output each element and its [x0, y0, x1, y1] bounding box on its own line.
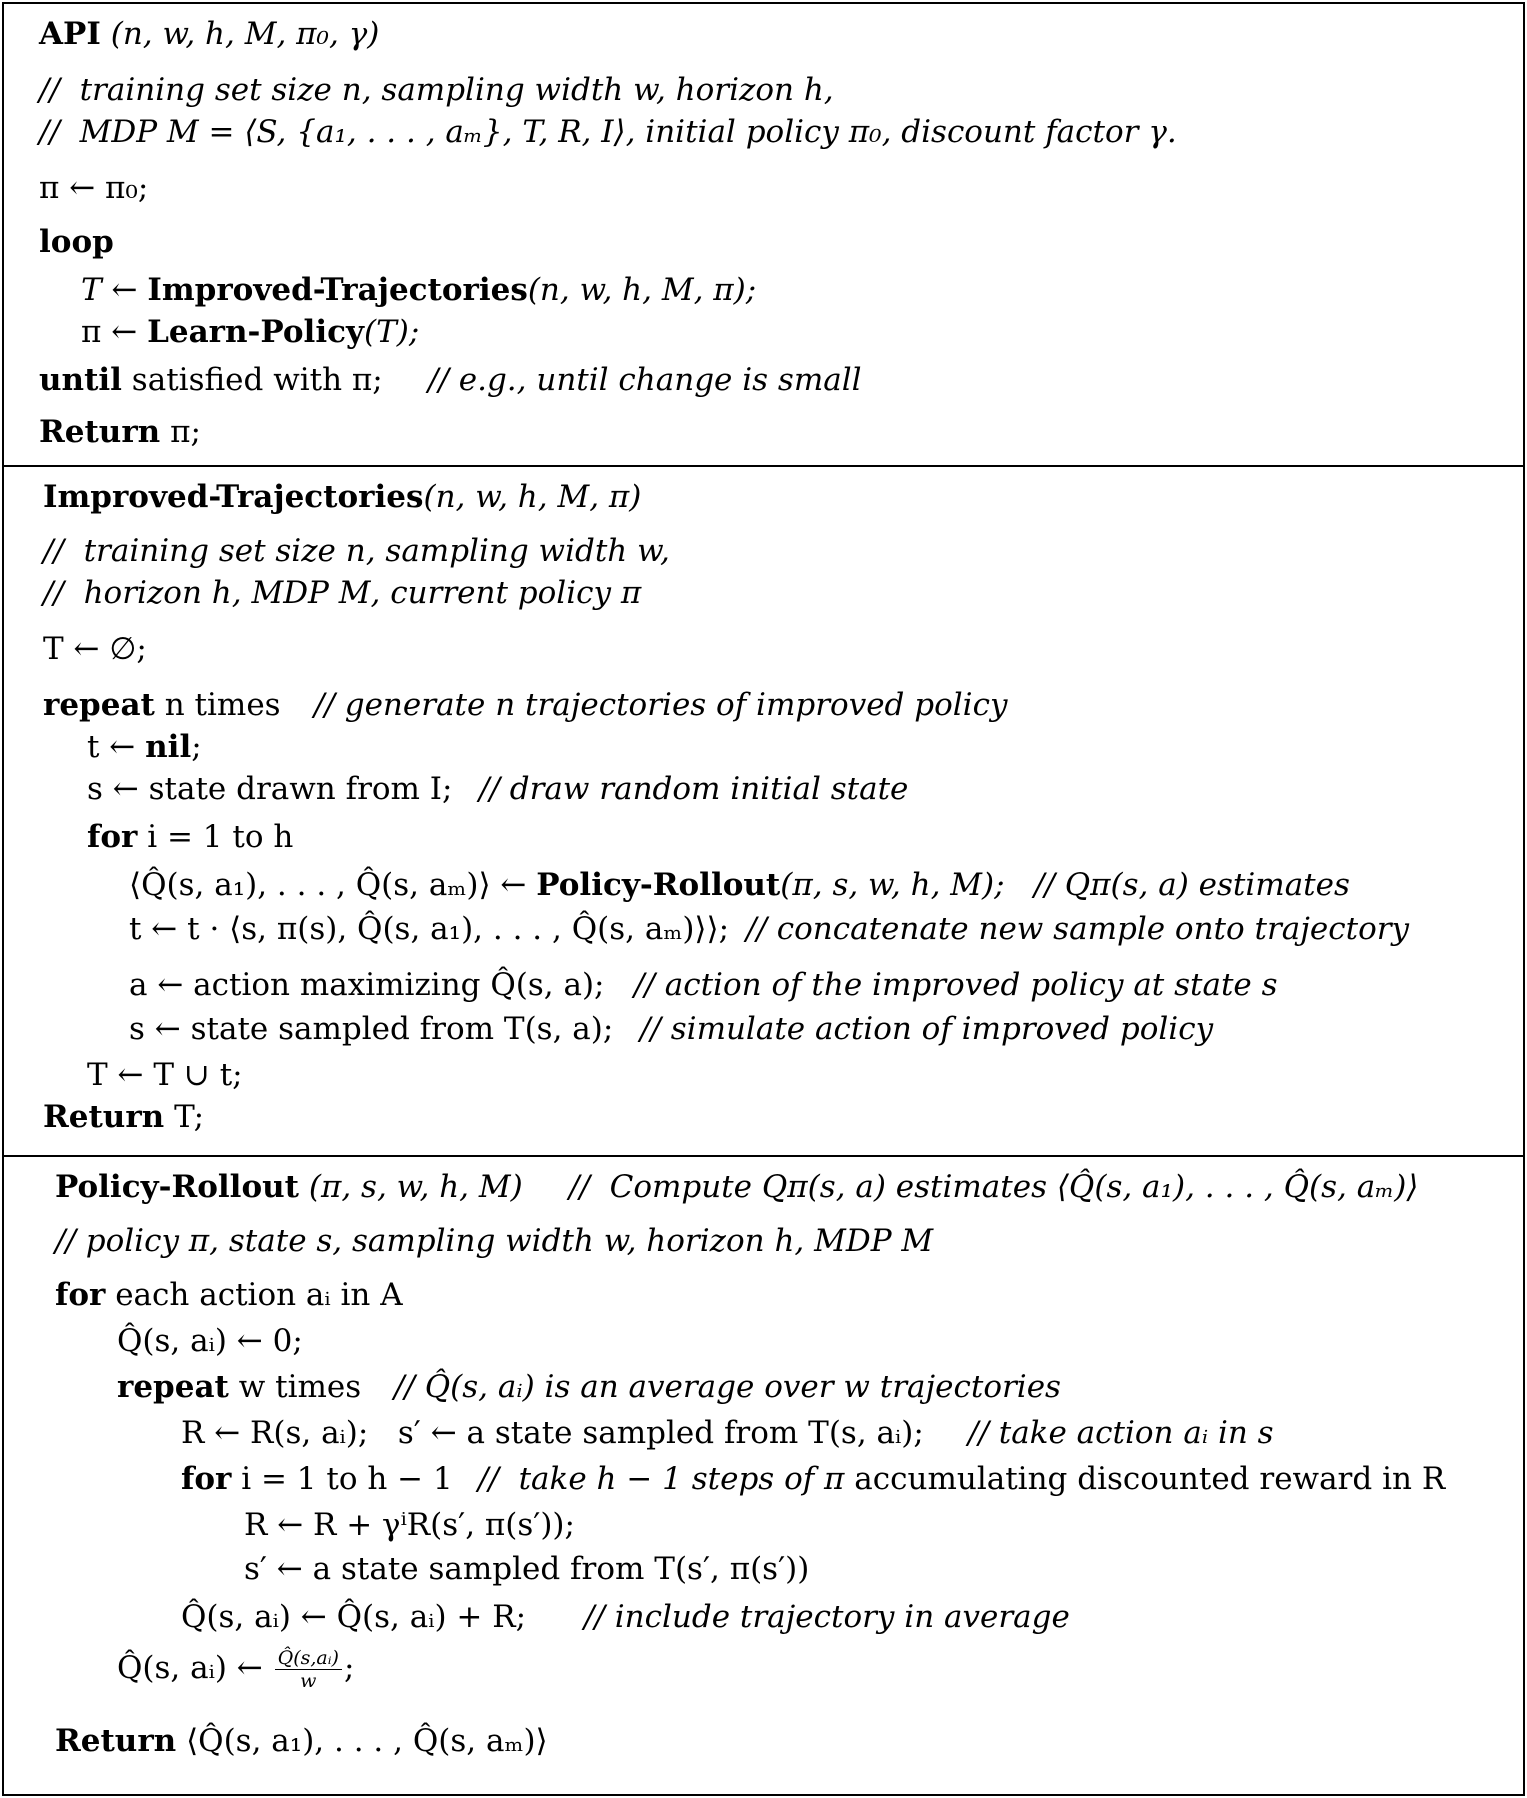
it-for-keyword: for — [87, 819, 138, 855]
pr-inner-for — [181, 1461, 453, 1497]
pr-name: Policy-Rollout — [55, 1169, 299, 1205]
pr-for-each — [55, 1277, 403, 1313]
pr-fraction-numerator: Q̂(s,aᵢ) — [275, 1647, 342, 1670]
pr-return — [55, 1723, 548, 1759]
pr-return-keyword: Return — [55, 1723, 177, 1759]
pr-q-update: Q̂(s, aᵢ) ← Q̂(s, aᵢ) + R; — [181, 1599, 527, 1635]
api-loop-keyword: loop — [39, 224, 114, 260]
pr-accumulate: R ← R + γⁱR(s′, π(s′)); — [244, 1507, 575, 1543]
it-repeat-keyword: repeat — [43, 687, 155, 723]
api-until-keyword: until — [39, 362, 122, 398]
it-rollout-args: (π, s, w, h, M); — [780, 867, 1005, 903]
pr-repeat — [117, 1369, 361, 1405]
pr-q-average-fraction — [275, 1647, 342, 1692]
it-concat: t ← t · ⟨s, π(s), Q̂(s, a₁), . . . , Q̂(s, aₘ)⟩⟩; — [129, 911, 730, 947]
it-t-init-end: ; — [191, 729, 202, 765]
api-call-improved-lhs: T ← — [81, 272, 148, 308]
api-until — [39, 362, 383, 398]
it-rollout-call — [129, 867, 1005, 903]
pr-q-average-end: ; — [343, 1650, 355, 1686]
pr-inner-for-comment — [478, 1461, 1445, 1497]
it-rollout-comment: // Qπ(s, a) estimates — [1034, 867, 1350, 903]
it-return-value: T; — [164, 1099, 205, 1135]
it-action-comment: // action of the improved policy at state s — [634, 967, 1278, 1003]
pr-inner-for-comment-italic: // take h − 1 steps of π — [478, 1461, 845, 1497]
it-return-keyword: Return — [43, 1099, 165, 1135]
it-concat-comment: // concatenate new sample onto trajectory — [746, 911, 1410, 947]
pr-reward-comment: // take action aᵢ in s — [968, 1415, 1274, 1451]
it-return — [43, 1099, 204, 1135]
it-union: T ← T ∪ t; — [87, 1057, 243, 1093]
it-header — [43, 479, 641, 515]
pr-inner-for-keyword: for — [181, 1461, 232, 1497]
it-s-init: s ← state drawn from I; — [87, 771, 453, 807]
pr-for-keyword: for — [55, 1277, 106, 1313]
pr-q-init: Q̂(s, aᵢ) ← 0; — [117, 1323, 303, 1359]
it-t-init — [87, 729, 202, 765]
it-for — [87, 819, 293, 855]
api-name: API — [39, 16, 101, 52]
api-call-improved-name: Improved-Trajectories — [147, 272, 528, 308]
pr-q-average-lhs: Q̂(s, aᵢ) ← — [117, 1650, 273, 1686]
it-t-init-lhs: t ← — [87, 729, 146, 765]
pr-for-text: each action aᵢ in A — [105, 1277, 403, 1313]
api-init: π ← π₀; — [39, 170, 149, 206]
it-name: Improved-Trajectories — [43, 479, 424, 515]
it-action: a ← action maximizing Q̂(s, a); — [129, 967, 605, 1003]
it-sample: s ← state sampled from T(s, a); — [129, 1011, 614, 1047]
api-header — [39, 16, 379, 52]
pr-header-comment: // Compute Qπ(s, a) estimates ⟨Q̂(s, a₁), . . . , Q̂(s, aₘ)⟩ — [569, 1169, 1419, 1205]
it-comment-2: // horizon h, MDP M, current policy π — [43, 575, 642, 611]
pr-repeat-comment: // Q̂(s, aᵢ) is an average over w trajectories — [394, 1369, 1061, 1405]
it-rollout-name: Policy-Rollout — [536, 867, 781, 903]
it-args: (n, w, h, M, π) — [423, 479, 642, 515]
pr-repeat-keyword: repeat — [117, 1369, 229, 1405]
pr-inner-for-text: i = 1 to h − 1 — [231, 1461, 453, 1497]
pr-next-state: s′ ← a state sampled from T(s′, π(s′)) — [244, 1551, 810, 1587]
it-s-init-comment: // draw random initial state — [479, 771, 909, 807]
api-call-learn-args: (T); — [364, 314, 420, 350]
it-repeat — [43, 687, 281, 723]
pr-comment-1: // policy π, state s, sampling width w, horizon h, MDP M — [55, 1223, 934, 1259]
api-call-learn — [81, 314, 419, 350]
api-call-improved — [81, 272, 756, 308]
it-sample-comment: // simulate action of improved policy — [640, 1011, 1214, 1047]
api-procedure-box — [2, 2, 1525, 467]
policy-rollout-box — [2, 1155, 1525, 1796]
it-for-text: i = 1 to h — [137, 819, 294, 855]
it-repeat-text: n times — [154, 687, 281, 723]
it-init: T ← ∅; — [43, 631, 147, 667]
api-args: (n, w, h, M, π₀, γ) — [100, 16, 380, 52]
api-return-value: π; — [160, 414, 201, 450]
api-call-learn-lhs: π ← — [81, 314, 148, 350]
pr-inner-for-comment-tail: accumulating discounted reward in R — [844, 1461, 1446, 1497]
pr-return-value: ⟨Q̂(s, a₁), . . . , Q̂(s, aₘ)⟩ — [176, 1723, 548, 1759]
pr-header — [55, 1169, 523, 1205]
api-comment-1: // training set size n, sampling width w, horizon h, — [39, 72, 834, 108]
api-call-learn-name: Learn-Policy — [147, 314, 365, 350]
api-until-comment: // e.g., until change is small — [428, 362, 862, 398]
improved-trajectories-box — [2, 465, 1525, 1157]
pr-fraction-denominator: w — [300, 1670, 317, 1692]
pr-args: (π, s, w, h, M) — [299, 1169, 523, 1205]
api-call-improved-args: (n, w, h, M, π); — [527, 272, 757, 308]
pr-q-average — [117, 1647, 354, 1692]
pr-reward-line: R ← R(s, aᵢ); s′ ← a state sampled from T(s, aᵢ); — [181, 1415, 924, 1451]
api-return-keyword: Return — [39, 414, 161, 450]
api-until-text: satisfied with π; — [121, 362, 383, 398]
pr-q-update-comment: // include trajectory in average — [584, 1599, 1070, 1635]
it-rollout-lhs: ⟨Q̂(s, a₁), . . . , Q̂(s, aₘ)⟩ ← — [129, 867, 537, 903]
api-comment-2: // MDP M = ⟨S, {a₁, . . . , aₘ}, T, R, I⟩, initial policy π₀, discount factor γ. — [39, 114, 1177, 150]
api-return — [39, 414, 201, 450]
pr-repeat-text: w times — [228, 1369, 362, 1405]
it-repeat-comment: // generate n trajectories of improved policy — [314, 687, 1008, 723]
it-comment-1: // training set size n, sampling width w, — [43, 533, 670, 569]
it-nil-keyword: nil — [145, 729, 192, 765]
